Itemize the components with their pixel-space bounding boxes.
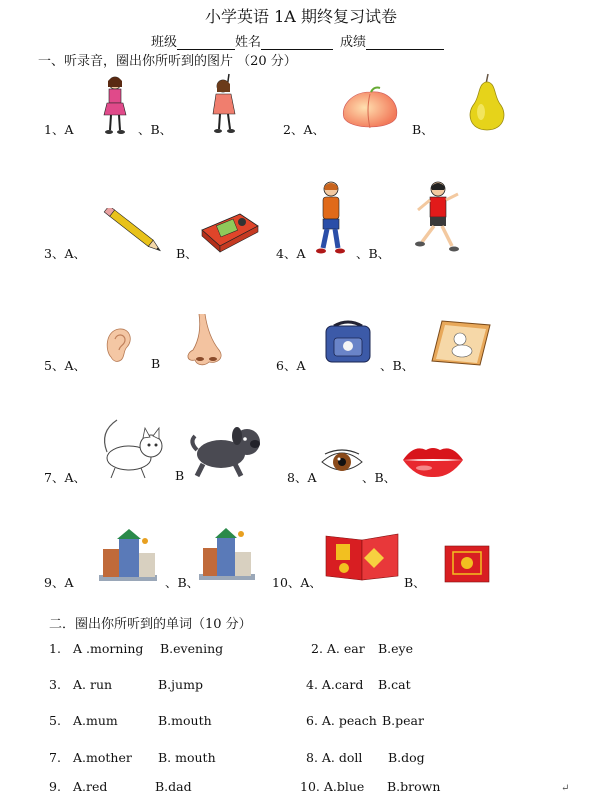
nose-picture [167,310,247,368]
word-option-a: A. run [73,677,113,692]
word-option-a2: 10. A.blue [300,779,365,794]
item8-number: 8、A [287,470,317,485]
item8-b-label: 、B、 [362,470,397,485]
item3-b-label: B、 [176,246,198,261]
class-field [151,31,235,50]
boy-running-picture [408,180,466,256]
item9-b-label: 、B、 [165,575,200,590]
score-label: 成绩 [340,35,367,50]
item4-b-label: 、B、 [356,246,391,261]
name-blank [261,35,333,50]
paragraph-mark: ↵ [561,783,570,794]
name-field [235,31,333,50]
word-option-a: A.red [73,779,108,794]
item5-number: 5、A、 [44,358,86,373]
word-row [0,641,602,657]
word-option-b: B. mouth [158,750,216,765]
word-option-b2: B.dog [388,750,425,765]
item6-b-label: 、B、 [380,358,415,373]
item7-b-label: B [175,468,185,483]
word-option-a2: 6. A. peach [306,713,377,728]
item10-number: 10、A、 [272,575,322,590]
word-option-b: B.dad [155,779,192,794]
page-title: 小学英语 1A 期终复习试卷 [205,7,397,26]
item6-number: 6、A [276,358,306,373]
word-option-a: A.mother [73,750,132,765]
peach-picture [330,84,410,134]
building-a-picture [95,527,161,583]
word-option-a2: 2. A. ear [311,641,365,656]
ear-picture [95,325,143,365]
word-row-num: 1. [49,641,61,656]
boy-walking-picture [307,180,351,256]
pencil-picture [95,208,175,254]
word-option-b: B.evening [160,641,224,656]
schoolbag-picture [318,320,378,366]
item9-number: 9、A [44,575,74,590]
section1-heading: 一、听录音，圈出你所听到的图片 （20 分） [38,54,297,69]
word-option-b2: B.brown [387,779,441,794]
word-row-num: 7. [49,750,61,765]
pear-picture [460,72,515,134]
class-label: 班级 [151,35,178,50]
card-picture [441,544,493,584]
item3-number: 3、A、 [44,246,86,261]
word-option-a2: 4. A.card [306,677,364,692]
item4-number: 4、A [276,246,306,261]
word-row [0,750,602,766]
girl-a-picture [95,75,135,135]
eye-picture [319,440,365,480]
score-blank [366,35,444,50]
item2-b-label: B、 [412,122,434,137]
item1-number: 1、A [44,122,74,137]
item1-b-label: 、B、 [138,122,173,137]
word-option-a: A.mum [73,713,118,728]
word-option-b: B.jump [158,677,203,692]
item5-b-label: B [151,356,161,371]
word-option-b2: B.eye [378,641,414,656]
book-picture [418,317,498,367]
word-row-num: 3. [49,677,61,692]
word-row [0,713,602,729]
girl-b-picture [205,72,245,134]
section2-heading: 二．圈出你所听到的单词（10 分） [49,617,252,632]
cat-picture [95,412,173,482]
word-option-a: A .morning [73,641,144,656]
building-b-picture [197,524,257,582]
item2-number: 2、A、 [283,122,325,137]
lips-picture [400,440,466,480]
word-option-b2: B.cat [378,677,411,692]
item7-number: 7、A、 [44,470,86,485]
class-blank [177,35,235,50]
word-row [0,779,602,795]
item10-b-label: B、 [404,575,426,590]
word-row-num: 5. [49,713,61,728]
word-row-num: 9. [49,779,61,794]
pencil-box-picture [196,208,262,254]
dog-picture [185,420,269,480]
name-label: 姓名 [235,35,262,50]
word-option-b2: B.pear [382,713,424,728]
word-option-a2: 8. A. doll [306,750,363,765]
score-field [340,31,444,50]
open-card-picture [322,532,402,582]
word-option-b: B.mouth [158,713,212,728]
word-row [0,677,602,693]
